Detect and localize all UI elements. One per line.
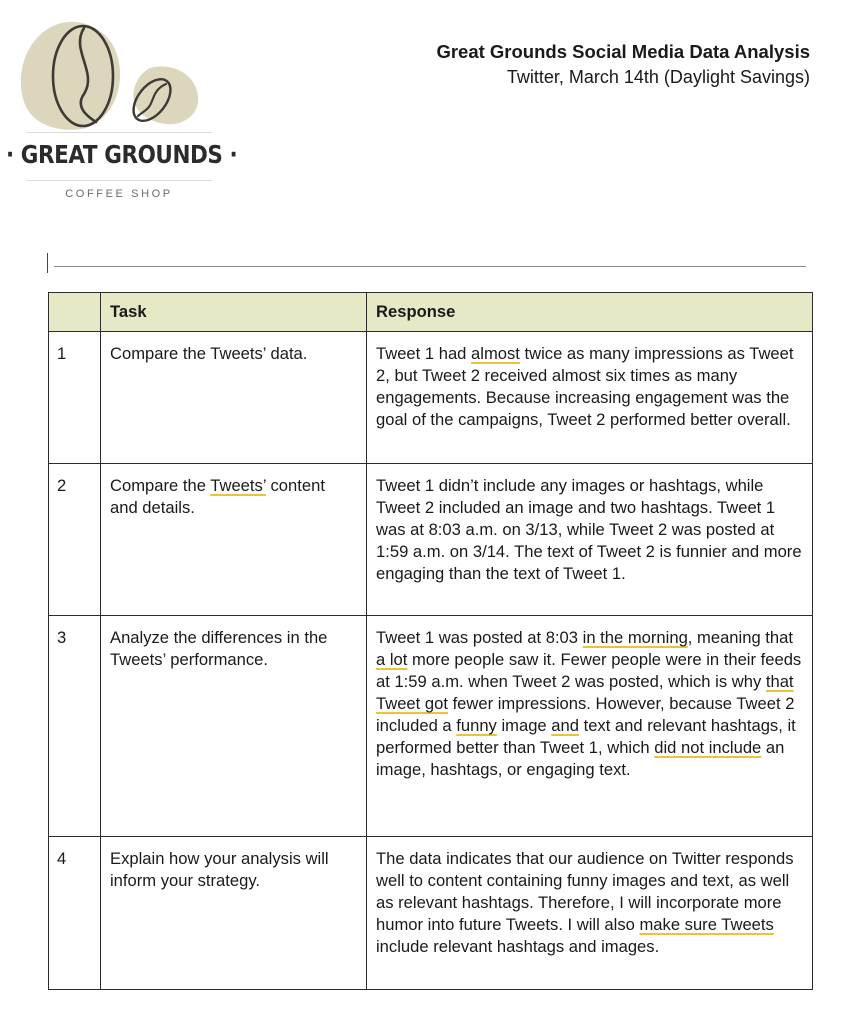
row-number: 3 xyxy=(49,616,101,837)
header-response: Response xyxy=(367,293,813,332)
response-cell[interactable]: Tweet 1 had almost twice as many impressions as Tweet 2, but Tweet 2 received almost six times as many engagements. Because increasing engagement was the goal of the campaigns, Tweet 2 performed better overall. xyxy=(367,332,813,464)
table-header-row xyxy=(49,293,813,332)
response-cell[interactable]: The data indicates that our audience on Twitter responds well to content containing funny images and text, as well as relevant hashtags. Therefore, I will incorporate more humor into future Tweets. I will also make sure Tweets include relevant hashtags and images. xyxy=(367,837,813,990)
spellcheck-underline: almost xyxy=(471,344,520,363)
logo-divider-bottom xyxy=(26,180,212,181)
table-row xyxy=(49,616,813,837)
brand-name: · GREAT GROUNDS · xyxy=(6,140,238,169)
spellcheck-underline: Tweets’ xyxy=(210,476,266,495)
row-number: 2 xyxy=(49,464,101,616)
task-cell[interactable]: Compare the Tweets’ data. xyxy=(101,332,367,464)
brand-subtitle: COFFEE SHOP xyxy=(65,188,173,200)
horizontal-rule xyxy=(54,266,806,267)
header-num xyxy=(49,293,101,332)
logo-divider-top xyxy=(26,132,212,133)
response-cell[interactable]: Tweet 1 was posted at 8:03 in the morning, meaning that a lot more people saw it. Fewer people were in their feeds at 1:59 a.m. when Tweet 2 was posted, which is why that Tweet got fewer impressions. However, because Tweet 2 included a funny image and text and relevant hashtags, it performed better than Tweet 1, which did not include an image, hashtags, or engaging text. xyxy=(367,616,813,837)
analysis-table xyxy=(48,292,813,990)
title-block xyxy=(436,40,810,90)
task-cell[interactable]: Explain how your analysis will inform your strategy. xyxy=(101,837,367,990)
table-row xyxy=(49,837,813,990)
header-task: Task xyxy=(101,293,367,332)
spellcheck-underline: make sure Tweets xyxy=(639,915,774,934)
logo-blob-large xyxy=(21,22,120,130)
response-cell[interactable]: Tweet 1 didn’t include any images or hashtags, while Tweet 2 included an image and two hashtags. Tweet 1 was at 8:03 a.m. on 3/13, while Tweet 2 was posted at 1:59 a.m. on 3/14. The text of Tweet 2 is funnier and more engaging than the text of Tweet 1. xyxy=(367,464,813,616)
task-cell[interactable]: Compare the Tweets’ content and details. xyxy=(101,464,367,616)
spellcheck-underline: a lot xyxy=(376,650,408,669)
document-subtitle: Twitter, March 14th (Daylight Savings) xyxy=(506,67,810,87)
text-cursor xyxy=(47,253,48,273)
table-row xyxy=(49,332,813,464)
spellcheck-underline: funny xyxy=(456,716,497,735)
spellcheck-underline: that Tweet got xyxy=(376,672,794,713)
row-number: 1 xyxy=(49,332,101,464)
logo-blob-small xyxy=(133,66,198,124)
spellcheck-underline: and xyxy=(551,716,579,735)
document-title: Great Grounds Social Media Data Analysis xyxy=(436,41,810,62)
task-cell[interactable]: Analyze the differences in the Tweets’ performance. xyxy=(101,616,367,837)
table-row xyxy=(49,464,813,616)
row-number: 4 xyxy=(49,837,101,990)
spellcheck-underline: in the morning xyxy=(582,628,688,647)
spellcheck-underline: did not include xyxy=(654,738,762,757)
